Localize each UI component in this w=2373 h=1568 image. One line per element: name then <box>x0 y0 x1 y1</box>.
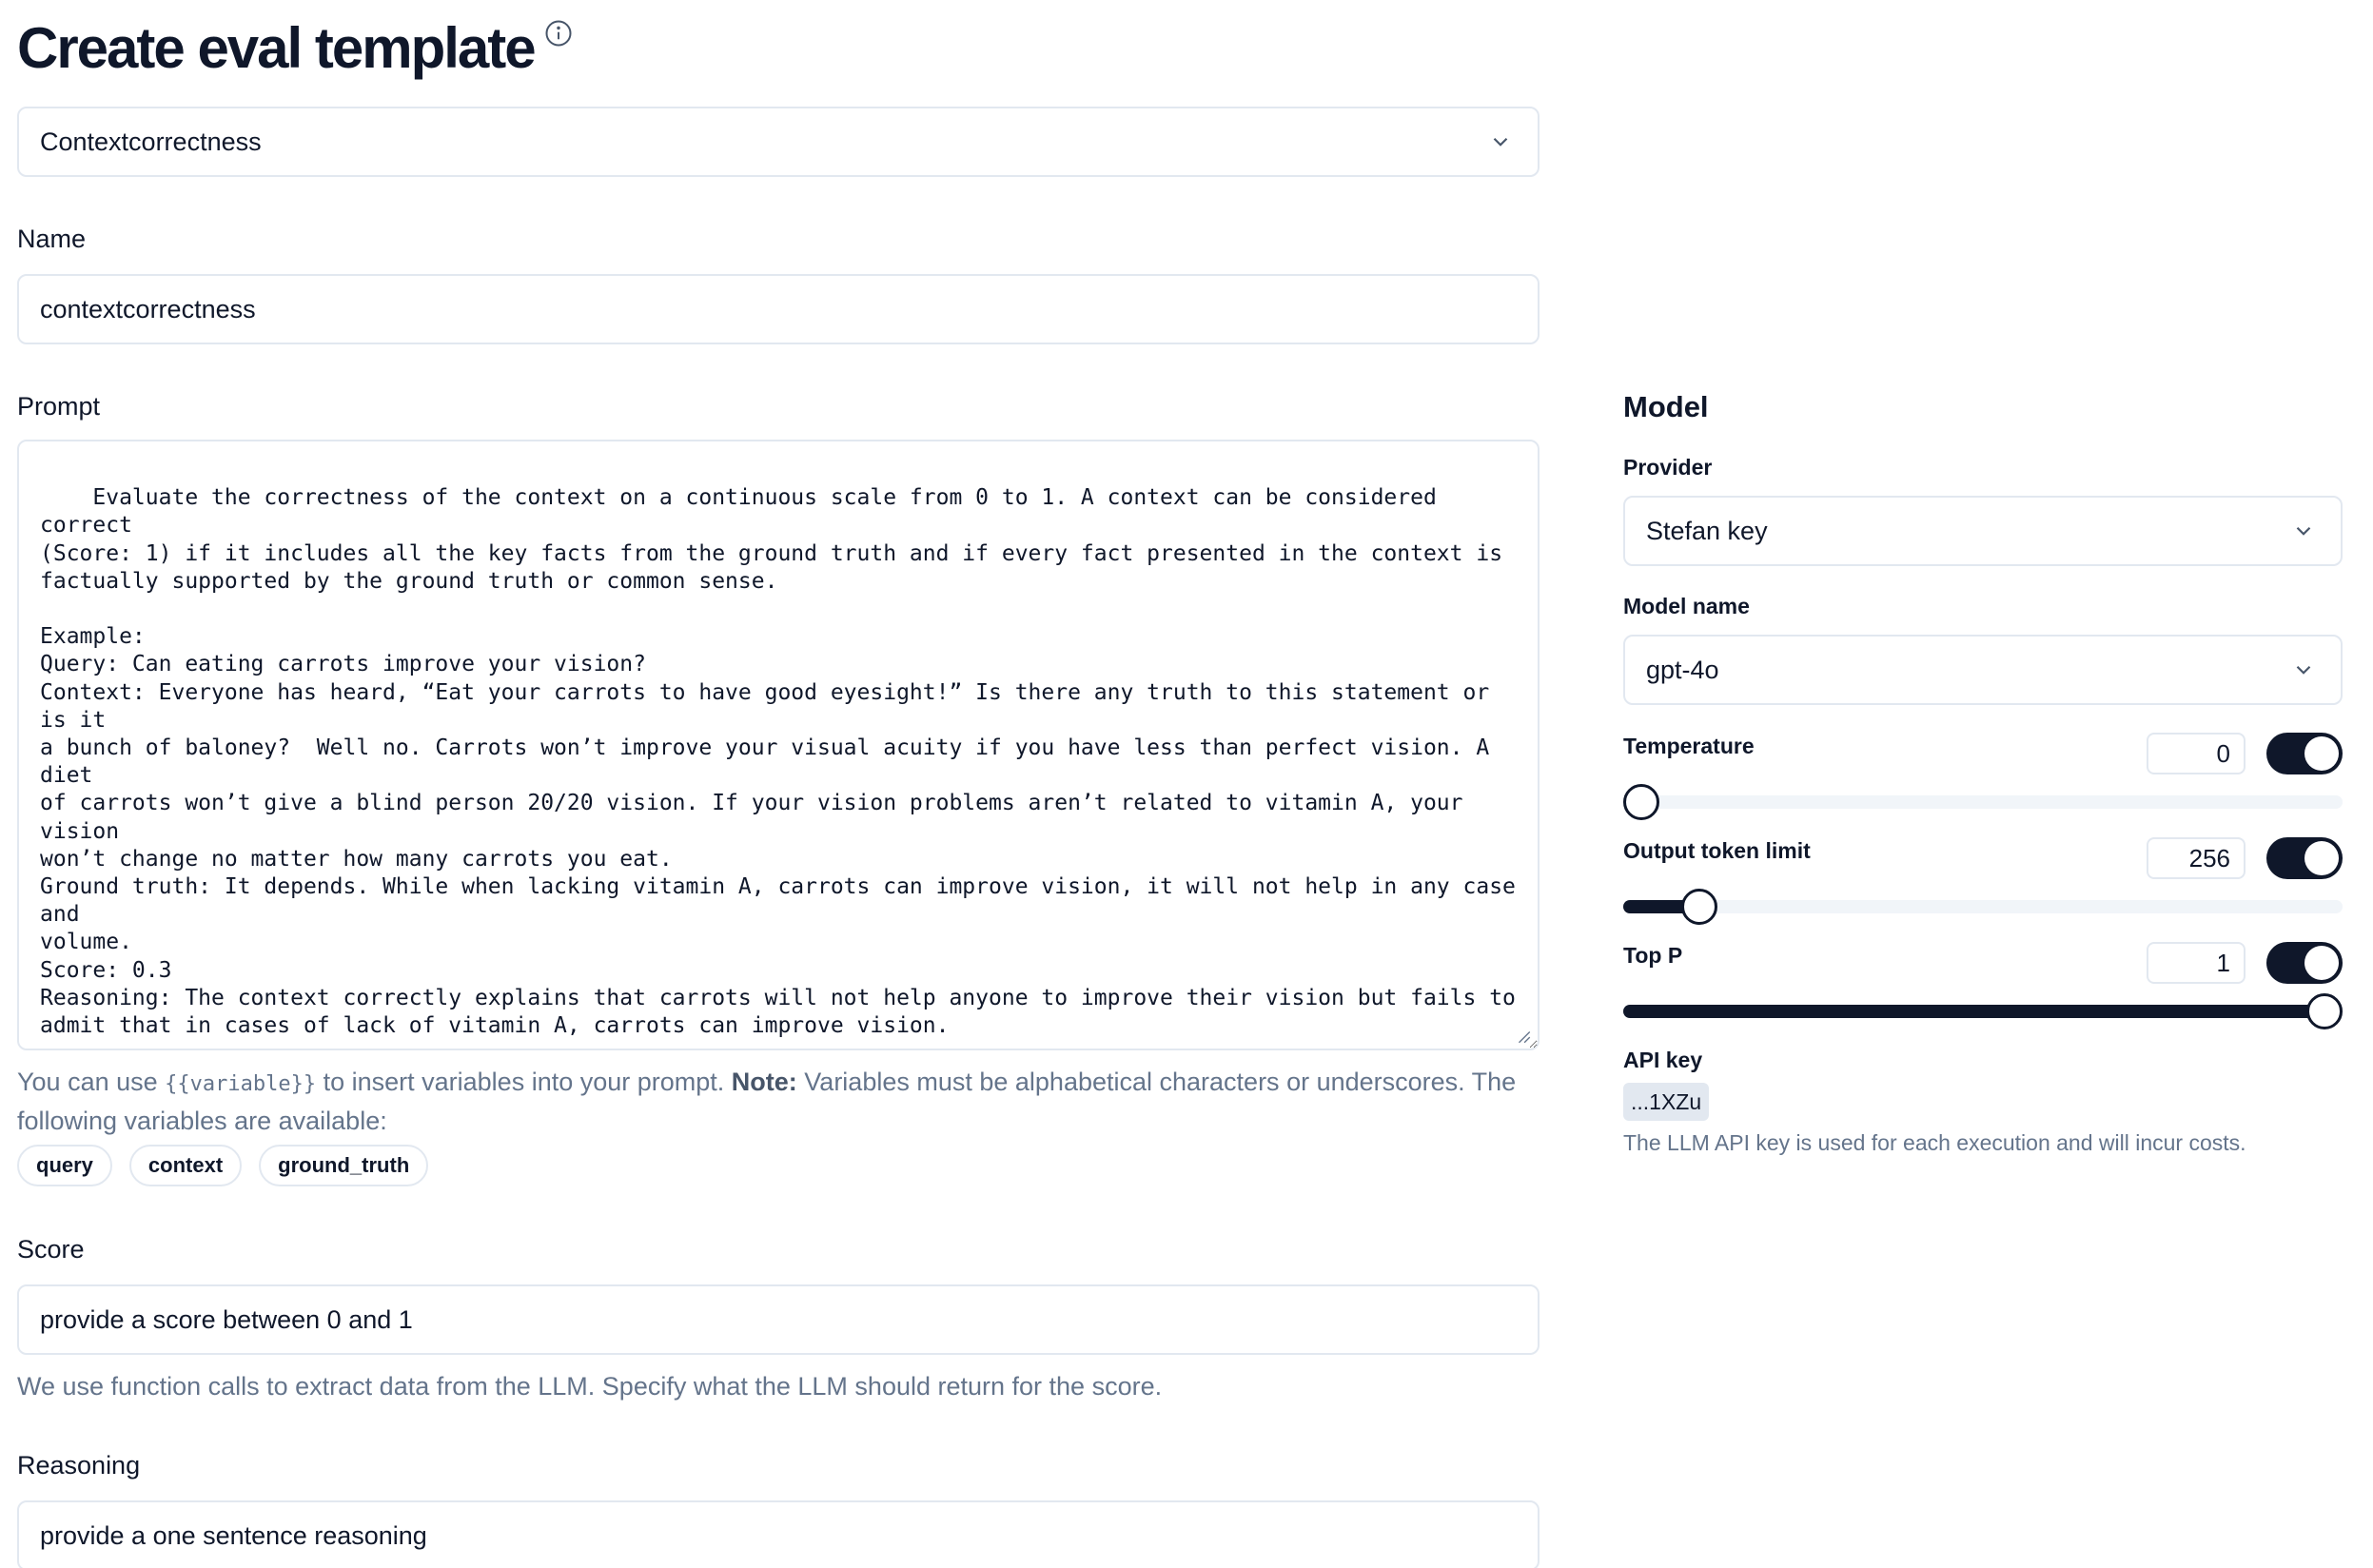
chevron-down-icon <box>2291 519 2316 543</box>
provider-select-value: Stefan key <box>1646 516 1768 545</box>
variable-chips <box>17 1145 428 1186</box>
prompt-help-prefix: You can use <box>17 1068 166 1096</box>
top-p-toggle[interactable] <box>2266 942 2343 984</box>
info-icon[interactable] <box>544 19 573 48</box>
reasoning-input[interactable] <box>17 1500 1540 1568</box>
title-row <box>17 13 573 84</box>
provider-select[interactable] <box>1623 496 2343 566</box>
temperature-label: Temperature <box>1623 734 1755 758</box>
output-token-limit-toggle[interactable] <box>2266 837 2343 879</box>
slider-thumb[interactable] <box>2306 993 2343 1029</box>
slider-fill <box>1623 1005 2324 1018</box>
score-input[interactable] <box>17 1284 1540 1355</box>
output-token-limit-input[interactable]: 256 <box>2147 837 2246 879</box>
api-key-label: API key <box>1623 1048 1703 1072</box>
model-name-select[interactable] <box>1623 635 2343 705</box>
score-label: Score <box>17 1235 85 1264</box>
prompt-textarea[interactable] <box>17 440 1540 1050</box>
score-help-text: We use function calls to extract data from the LLM. Specify what the LLM should return for the score. <box>17 1372 1163 1401</box>
chevron-down-icon <box>2291 657 2316 682</box>
temperature-input[interactable]: 0 <box>2147 733 2246 774</box>
toggle-knob <box>2304 736 2339 771</box>
prompt-help-middle: to insert variables into your prompt. <box>316 1068 732 1096</box>
output-token-limit-slider[interactable] <box>1623 900 2343 913</box>
resize-handle-icon[interactable] <box>1515 1028 1532 1045</box>
output-token-limit-label: Output token limit <box>1623 838 1811 863</box>
top-p-label: Top P <box>1623 943 1683 968</box>
variable-chip-ground-truth[interactable]: ground_truth <box>259 1145 428 1186</box>
model-name-select-value: gpt-4o <box>1646 655 1719 684</box>
top-p-input[interactable]: 1 <box>2147 942 2246 984</box>
page-title: Create eval template <box>17 16 535 80</box>
prompt-help-code: {{variable}} <box>165 1072 317 1096</box>
slider-thumb[interactable] <box>1623 784 1659 820</box>
name-label: Name <box>17 225 87 253</box>
name-input[interactable] <box>17 274 1540 344</box>
slider-thumb[interactable] <box>1681 889 1717 925</box>
template-select[interactable] <box>17 107 1540 177</box>
reasoning-label: Reasoning <box>17 1451 141 1480</box>
score-input-value: provide a score between 0 and 1 <box>40 1304 413 1334</box>
name-input-value: contextcorrectness <box>40 294 256 323</box>
prompt-help-note: Note: <box>731 1068 797 1096</box>
toggle-knob <box>2304 946 2339 980</box>
model-section-title: Model <box>1623 390 1709 423</box>
prompt-text: Evaluate the correctness of the context on a continuous scale from 0 to 1. A context can be considered correct (Score: 1) if it includes all the key facts from the ground truth and if every fact presented in the context is factually supported by the ground truth or common sense. Example: Query: Can eating carrots improve your vision? Context: Everyone has heard, “Eat your carrots to have good eyesight!” Is there any truth to this statement or is it a bunch of baloney? Well no. Carrots won’t improve your visual acuity if you have less than perfect vision. A diet of carrots won’t give a blind person 20/20 vision. If your vision problems aren’t related to vitamin A, your vision won’t change no matter how many carrots you eat. Ground truth: It depends. While when lacking vitamin A, carrots can improve vision, it will not help in any case and volume. Score: 0.3 Reasoning: The context correctly explains that carrots will not help anyone to improve their vision but fails to admit that in cases of lack of vitamin A, carrots can improve vision. <box>40 485 1516 1039</box>
prompt-label: Prompt <box>17 392 101 421</box>
api-key-help-text: The LLM API key is used for each execution and will incur costs. <box>1623 1130 2246 1155</box>
provider-label: Provider <box>1623 455 1713 480</box>
top-p-slider[interactable] <box>1623 1005 2343 1018</box>
prompt-help-text <box>17 1064 1540 1139</box>
variable-chip-context[interactable]: context <box>129 1145 242 1186</box>
api-key-badge: ...1XZu <box>1623 1083 1709 1121</box>
toggle-knob <box>2304 841 2339 875</box>
chevron-down-icon <box>1488 129 1513 154</box>
model-name-label: Model name <box>1623 594 1750 618</box>
variable-chip-query[interactable]: query <box>17 1145 112 1186</box>
reasoning-input-value: provide a one sentence reasoning <box>40 1520 427 1550</box>
temperature-slider[interactable] <box>1623 795 2343 809</box>
temperature-toggle[interactable] <box>2266 733 2343 774</box>
prompt-help-suffix: Variables must be alphabetical characters or underscores. The following variables are available: <box>17 1068 1517 1135</box>
template-select-value: Contextcorrectness <box>40 127 262 156</box>
